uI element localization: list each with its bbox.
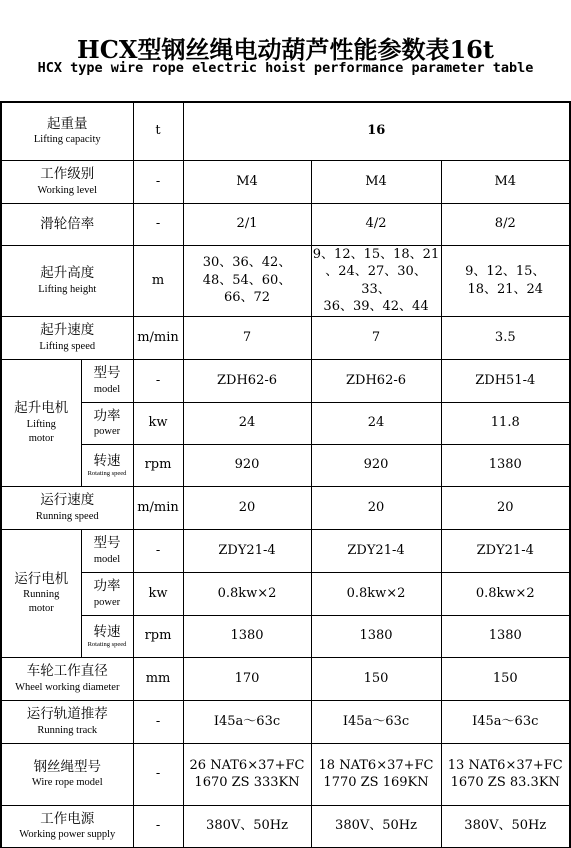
table-cell: 20 — [311, 486, 441, 529]
parameter-table — [0, 101, 571, 848]
table-cell: I45a～63c — [441, 700, 570, 743]
unit-cell: - — [133, 359, 183, 402]
row-label: 运行轨道推荐 Running track — [1, 700, 133, 743]
row-label: 起重量 Lifting capacity — [1, 102, 133, 160]
unit-cell: kw — [133, 572, 183, 615]
table-cell: I45a～63c — [183, 700, 311, 743]
table-cell: 1380 — [311, 615, 441, 657]
unit-cell: rpm — [133, 444, 183, 486]
table-cell: 11.8 — [441, 402, 570, 444]
table-cell: 2/1 — [183, 203, 311, 245]
unit-cell: t — [133, 102, 183, 160]
page-subtitle: HCX type wire rope electric hoist performance parameter table — [37, 60, 534, 76]
table-cell: 30、36、42、 48、54、60、 66、72 — [183, 245, 311, 316]
table-row — [1, 444, 570, 486]
table-cell: 20 — [183, 486, 311, 529]
unit-cell: m/min — [133, 486, 183, 529]
table-cell: M4 — [183, 160, 311, 203]
table-row — [1, 657, 570, 700]
unit-cell: - — [133, 203, 183, 245]
unit-cell: kw — [133, 402, 183, 444]
table-cell: 380V、50Hz — [441, 805, 570, 847]
table-cell: I45a～63c — [311, 700, 441, 743]
unit-cell: - — [133, 743, 183, 805]
table-cell: 7 — [311, 316, 441, 359]
table-cell: 3.5 — [441, 316, 570, 359]
row-label: 起升高度 Lifting height — [1, 245, 133, 316]
table-cell: 1380 — [441, 615, 570, 657]
unit-cell: m — [133, 245, 183, 316]
running-motor-label: 运行电机 Running motor — [1, 529, 81, 657]
table-cell: ZDY21-4 — [183, 529, 311, 572]
table-row — [1, 615, 570, 657]
table-cell: ZDY21-4 — [441, 529, 570, 572]
table-cell: 9、12、15、 18、21、24 — [441, 245, 570, 316]
page-title: HCX型钢丝绳电动葫芦性能参数表16t — [77, 35, 494, 64]
sub-label: 功率 power — [81, 572, 133, 615]
unit-cell: m/min — [133, 316, 183, 359]
table-cell: 150 — [311, 657, 441, 700]
table-row — [1, 486, 570, 529]
table-cell: 4/2 — [311, 203, 441, 245]
sub-label: 型号 model — [81, 359, 133, 402]
row-label: 车轮工作直径 Wheel working diameter — [1, 657, 133, 700]
table-cell: 0.8kw×2 — [183, 572, 311, 615]
table-cell: 920 — [311, 444, 441, 486]
table-cell: M4 — [311, 160, 441, 203]
row-label: 工作级别 Working level — [1, 160, 133, 203]
table-row — [1, 359, 570, 402]
unit-cell: - — [133, 700, 183, 743]
table-cell: ZDY21-4 — [311, 529, 441, 572]
table-row — [1, 203, 570, 245]
table-cell: ZDH51-4 — [441, 359, 570, 402]
table-row — [1, 529, 570, 572]
row-label: 运行速度 Running speed — [1, 486, 133, 529]
table-row — [1, 743, 570, 805]
table-cell: 0.8kw×2 — [311, 572, 441, 615]
row-label: 滑轮倍率 — [1, 203, 133, 245]
table-row — [1, 160, 570, 203]
table-cell: M4 — [441, 160, 570, 203]
row-label: 起升速度 Lifting speed — [1, 316, 133, 359]
table-row — [1, 316, 570, 359]
table-row — [1, 572, 570, 615]
table-cell: 170 — [183, 657, 311, 700]
sub-label: 转速 Rotating speed — [81, 444, 133, 486]
table-cell: ZDH62-6 — [311, 359, 441, 402]
row-label: 钢丝绳型号 Wire rope model — [1, 743, 133, 805]
sub-label: 功率 power — [81, 402, 133, 444]
row-label: 工作电源 Working power supply — [1, 805, 133, 847]
table-row — [1, 402, 570, 444]
capacity-value: 16 — [183, 102, 570, 160]
table-cell: 0.8kw×2 — [441, 572, 570, 615]
table-row — [1, 245, 570, 316]
table-cell: 9、12、15、18、21 、24、27、30、33、 36、39、42、44 — [311, 245, 441, 316]
table-cell: 24 — [183, 402, 311, 444]
table-row — [1, 805, 570, 847]
unit-cell: rpm — [133, 615, 183, 657]
table-cell: 24 — [311, 402, 441, 444]
table-cell: 26 NAT6×37+FC 1670 ZS 333KN — [183, 743, 311, 805]
table-row — [1, 102, 570, 160]
table-cell: 380V、50Hz — [183, 805, 311, 847]
sub-label: 转速 Rotating speed — [81, 615, 133, 657]
table-cell: 13 NAT6×37+FC 1670 ZS 83.3KN — [441, 743, 570, 805]
table-cell: ZDH62-6 — [183, 359, 311, 402]
unit-cell: - — [133, 529, 183, 572]
table-cell: 18 NAT6×37+FC 1770 ZS 169KN — [311, 743, 441, 805]
unit-cell: mm — [133, 657, 183, 700]
lifting-motor-label: 起升电机 Lifting motor — [1, 359, 81, 486]
unit-cell: - — [133, 160, 183, 203]
table-cell: 920 — [183, 444, 311, 486]
table-cell: 380V、50Hz — [311, 805, 441, 847]
table-cell: 7 — [183, 316, 311, 359]
unit-cell: - — [133, 805, 183, 847]
table-cell: 8/2 — [441, 203, 570, 245]
table-cell: 1380 — [183, 615, 311, 657]
table-cell: 1380 — [441, 444, 570, 486]
sub-label: 型号 model — [81, 529, 133, 572]
table-cell: 150 — [441, 657, 570, 700]
table-cell: 20 — [441, 486, 570, 529]
table-row — [1, 700, 570, 743]
